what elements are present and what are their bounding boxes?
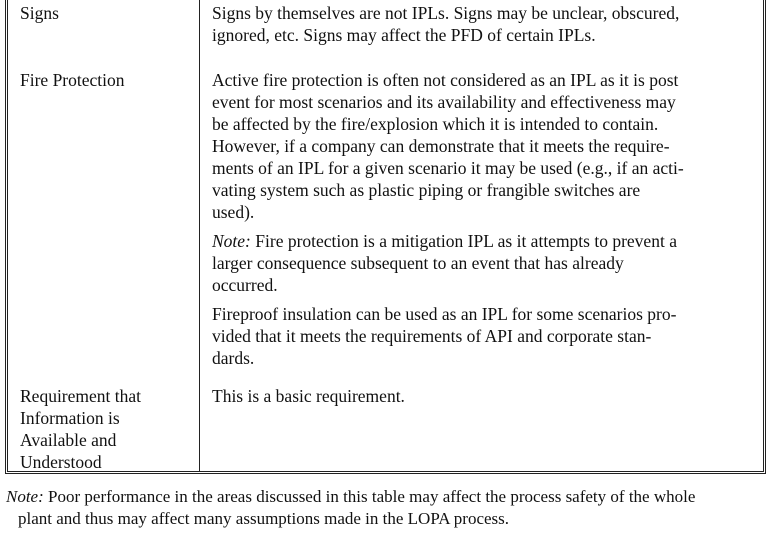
column-divider [199, 0, 200, 471]
footnote-text: Poor performance in the areas discussed in this table may affect the process safety of the whole [43, 487, 696, 506]
table-footnote [6, 486, 771, 530]
row-label-line: Information is [20, 408, 120, 428]
text-line: larger consequence subsequent to an event that has already [212, 253, 624, 273]
text-line: be affected by the fire/explosion which it is intended to contain. [212, 114, 659, 134]
text-line: ignored, etc. Signs may affect the PFD of certain IPLs. [212, 25, 596, 45]
note-paragraph [212, 230, 757, 296]
note-text: Fire protection is a mitigation IPL as it attempts to prevent a [250, 231, 677, 251]
row-description [212, 69, 757, 376]
text-line: vating system such as plastic piping or frangible switches are [212, 180, 641, 200]
text-line: This is a basic requirement. [212, 386, 405, 406]
row-label [20, 2, 190, 24]
text-line: Active fire protection is often not considered as an IPL as it is post [212, 70, 679, 90]
text-line: vided that it meets the requirements of API and corporate stan- [212, 326, 652, 346]
paragraph [212, 385, 757, 407]
text-line: Signs by themselves are not IPLs. Signs may be unclear, obscured, [212, 3, 680, 23]
text-line: However, if a company can demonstrate that it meets the require- [212, 136, 670, 156]
footnote-line: plant and thus may affect many assumptions made in the LOPA process. [18, 509, 510, 528]
note-prefix: Note: [212, 231, 251, 251]
footnote-prefix: Note: [6, 487, 44, 506]
text-line: ments of an IPL for a given scenario it may be used (e.g., if an acti- [212, 158, 684, 178]
row-description [212, 2, 757, 53]
text-line: dards. [212, 348, 255, 368]
row-label-line: Available and [20, 430, 117, 450]
footnote-line [6, 486, 771, 508]
text-line: occurred. [212, 275, 278, 295]
row-label [20, 69, 190, 91]
row-label-line: Understood [20, 452, 102, 472]
text-line [212, 230, 757, 252]
text-line: used). [212, 202, 255, 222]
table-frame [5, 0, 766, 474]
row-label-line: Fire Protection [20, 70, 125, 90]
row-label [20, 385, 190, 473]
row-label-line: Requirement that [20, 386, 142, 406]
text-line: event for most scenarios and its availability and effectiveness may [212, 92, 676, 112]
paragraph [212, 2, 757, 46]
row-label-line: Signs [20, 3, 59, 23]
text-line: Fireproof insulation can be used as an IPL for some scenarios pro- [212, 304, 677, 324]
paragraph [212, 303, 757, 369]
paragraph [212, 69, 757, 223]
row-description [212, 385, 757, 414]
